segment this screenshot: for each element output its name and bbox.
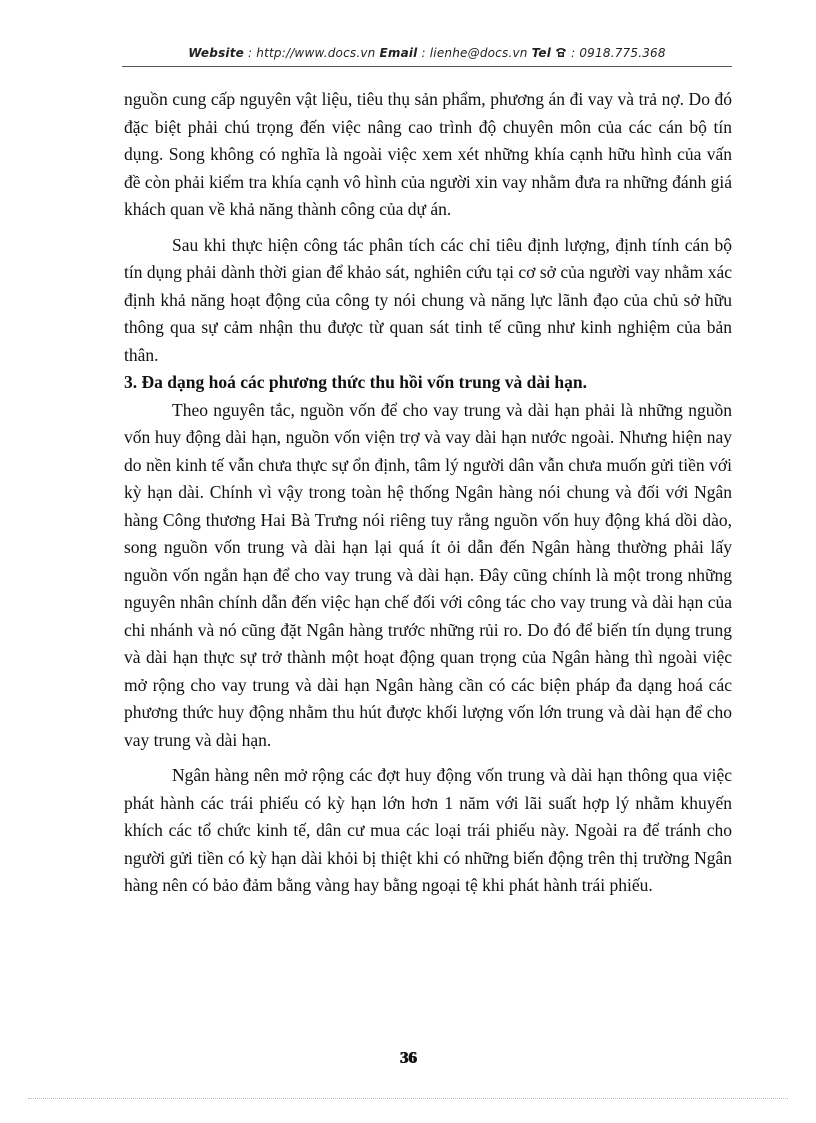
phone-icon	[555, 47, 567, 61]
header-divider	[122, 66, 732, 67]
paragraph-4: Ngân hàng nên mở rộng các đợt huy động vốn trung và dài hạn thông qua việc phát hành các trái phiếu có kỳ hạn lớn hơn 1 năm với lãi suất hợp lý nhằm khuyến khích các tổ chức kinh tế, dân cư mua các loại trái phiếu này. Ngoài ra để tránh cho người gửi tiền có kỳ hạn dài khỏi bị thiệt khi có những biến động trên thị trường Ngân hàng nên có bảo đảm bằng vàng hay bằng ngoại tệ khi phát hành trái phiếu.	[124, 765, 732, 895]
website-label: Website	[188, 46, 244, 60]
tel-value: : 0918.775.368	[567, 46, 666, 60]
paragraph-1: nguồn cung cấp nguyên vật liệu, tiêu thụ sản phẩm, phương án đi vay và trả nợ. Do đó đặc biệt phải chú trọng đến việc nâng cao trình độ chuyên môn của các cán bộ tín dụng. Song không có nghĩa là ngoài việc xem xét những khía cạnh hữu hình của vấn đề còn phải kiểm tra khía cạnh vô hình của người xin vay nhằm đưa ra những đánh giá khách quan về khả năng thành công của dự án.	[124, 89, 732, 219]
tel-label: Tel	[531, 46, 552, 60]
section-heading: 3. Đa dạng hoá các phương thức thu hồi vốn trung và dài hạn.	[124, 372, 587, 392]
email-value: : lienhe@docs.vn	[417, 46, 532, 60]
paragraph-3: Theo nguyên tắc, nguồn vốn để cho vay trung và dài hạn phải là những nguồn vốn huy động dài hạn, nguồn vốn viện trợ và vay dài hạn nước ngoài. Nhưng hiện nay do nền kinh tế vẫn chưa thực sự ổn định, tâm lý người dân vẫn chưa muốn gửi tiền với kỳ hạn dài. Chính vì vậy trong toàn hệ thống Ngân hàng nói chung và đối với Ngân hàng Công thương Hai Bà Trưng nói riêng tuy rằng nguồn vốn huy động khá dồi dào, song nguồn vốn trung và dài hạn lại quá ít ỏi dẫn đến Ngân hàng thường phải lấy nguồn vốn ngắn hạn để cho vay trung và dài hạn. Đây cũng chính là một trong những nguyên nhân chính dẫn đến việc hạn chế đối với công tác cho vay trung và dài hạn của chi nhánh và nó cũng đặt Ngân hàng trước những rủi ro. Do đó để biến tín dụng trung và dài hạn thực sự trở thành một hoạt động quan trọng của Ngân hàng thì ngoài việc mở rộng cho vay trung và dài hạn Ngân hàng cần có các biện pháp đa dạng hoá các phương thức huy động nhằm thu hút được khối lượng vốn lớn trung và dài hạn để cho vay trung và dài hạn.	[124, 399, 732, 750]
page-header	[122, 46, 732, 61]
email-label: Email	[379, 46, 418, 60]
document-body	[124, 86, 732, 908]
page-number: 36	[399, 1048, 417, 1067]
website-value: : http://www.docs.vn	[244, 46, 380, 60]
footer-divider	[28, 1098, 788, 1099]
paragraph-2: Sau khi thực hiện công tác phân tích các chỉ tiêu định lượng, định tính cán bộ tín dụng phải dành thời gian để khảo sát, nghiên cứu tại cơ sở của người vay nhằm xác định khả năng hoạt động của công ty nói chung và năng lực lãnh đạo của chủ sở hữu thông qua sự cảm nhận thu được từ quan sát tinh tế cũng như kinh nghiệm của bản thân.	[124, 234, 732, 365]
